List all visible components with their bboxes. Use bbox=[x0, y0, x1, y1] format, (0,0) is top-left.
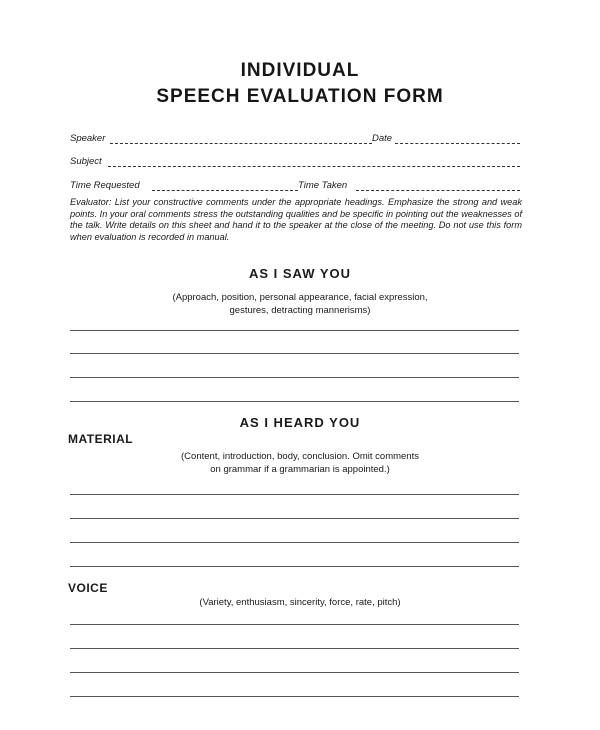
heard-heading: AS I HEARD YOU bbox=[239, 415, 361, 430]
material-write-line[interactable] bbox=[70, 518, 519, 519]
saw-heading: AS I SAW YOU bbox=[248, 266, 352, 281]
subject-field[interactable] bbox=[108, 166, 520, 167]
saw-write-line[interactable] bbox=[70, 330, 519, 331]
voice-write-line[interactable] bbox=[70, 696, 519, 697]
time-requested-label: Time Requested bbox=[70, 180, 140, 191]
date-label: Date bbox=[372, 133, 393, 144]
time-row bbox=[70, 180, 520, 196]
speaker-label: Speaker bbox=[70, 133, 106, 144]
form-title-line2: SPEECH EVALUATION FORM bbox=[156, 86, 444, 107]
date-field[interactable] bbox=[395, 143, 520, 144]
material-note-line1: (Content, introduction, body, conclusion. Omit comments bbox=[181, 451, 419, 462]
speaker-date-row bbox=[70, 133, 520, 149]
time-requested-field[interactable] bbox=[152, 190, 298, 191]
voice-write-line[interactable] bbox=[70, 672, 519, 673]
saw-note-line1: (Approach, position, personal appearance, facial expression, bbox=[172, 292, 428, 303]
saw-write-line[interactable] bbox=[70, 353, 519, 354]
material-label: MATERIAL bbox=[68, 432, 134, 446]
saw-note-line2: gestures, detracting mannerisms) bbox=[229, 305, 371, 316]
form-title-line1: INDIVIDUAL bbox=[240, 60, 360, 81]
saw-write-line[interactable] bbox=[70, 401, 519, 402]
speaker-field[interactable] bbox=[110, 143, 372, 144]
evaluator-instructions: Evaluator: List your constructive comments under the appropriate headings. Emphasize the strong and weak points. In your oral comments stress the outstanding qualities and be specific in pointing out the weaknesses of the talk. Write details on this sheet and hand it to the speaker at the close of the meeting. Do not use this form when evaluation is recorded in manual. bbox=[70, 197, 522, 242]
material-write-line[interactable] bbox=[70, 542, 519, 543]
subject-row bbox=[70, 156, 520, 172]
voice-label: VOICE bbox=[68, 581, 108, 595]
material-note-line2: on grammar if a grammarian is appointed.) bbox=[210, 464, 390, 475]
saw-write-line[interactable] bbox=[70, 377, 519, 378]
material-write-line[interactable] bbox=[70, 494, 519, 495]
time-taken-label: Time Taken bbox=[298, 180, 348, 191]
voice-note: (Variety, enthusiasm, sincerity, force, rate, pitch) bbox=[199, 597, 401, 608]
subject-label: Subject bbox=[70, 156, 102, 167]
time-taken-field[interactable] bbox=[356, 190, 520, 191]
material-write-line[interactable] bbox=[70, 566, 519, 567]
voice-write-line[interactable] bbox=[70, 624, 519, 625]
voice-write-line[interactable] bbox=[70, 648, 519, 649]
